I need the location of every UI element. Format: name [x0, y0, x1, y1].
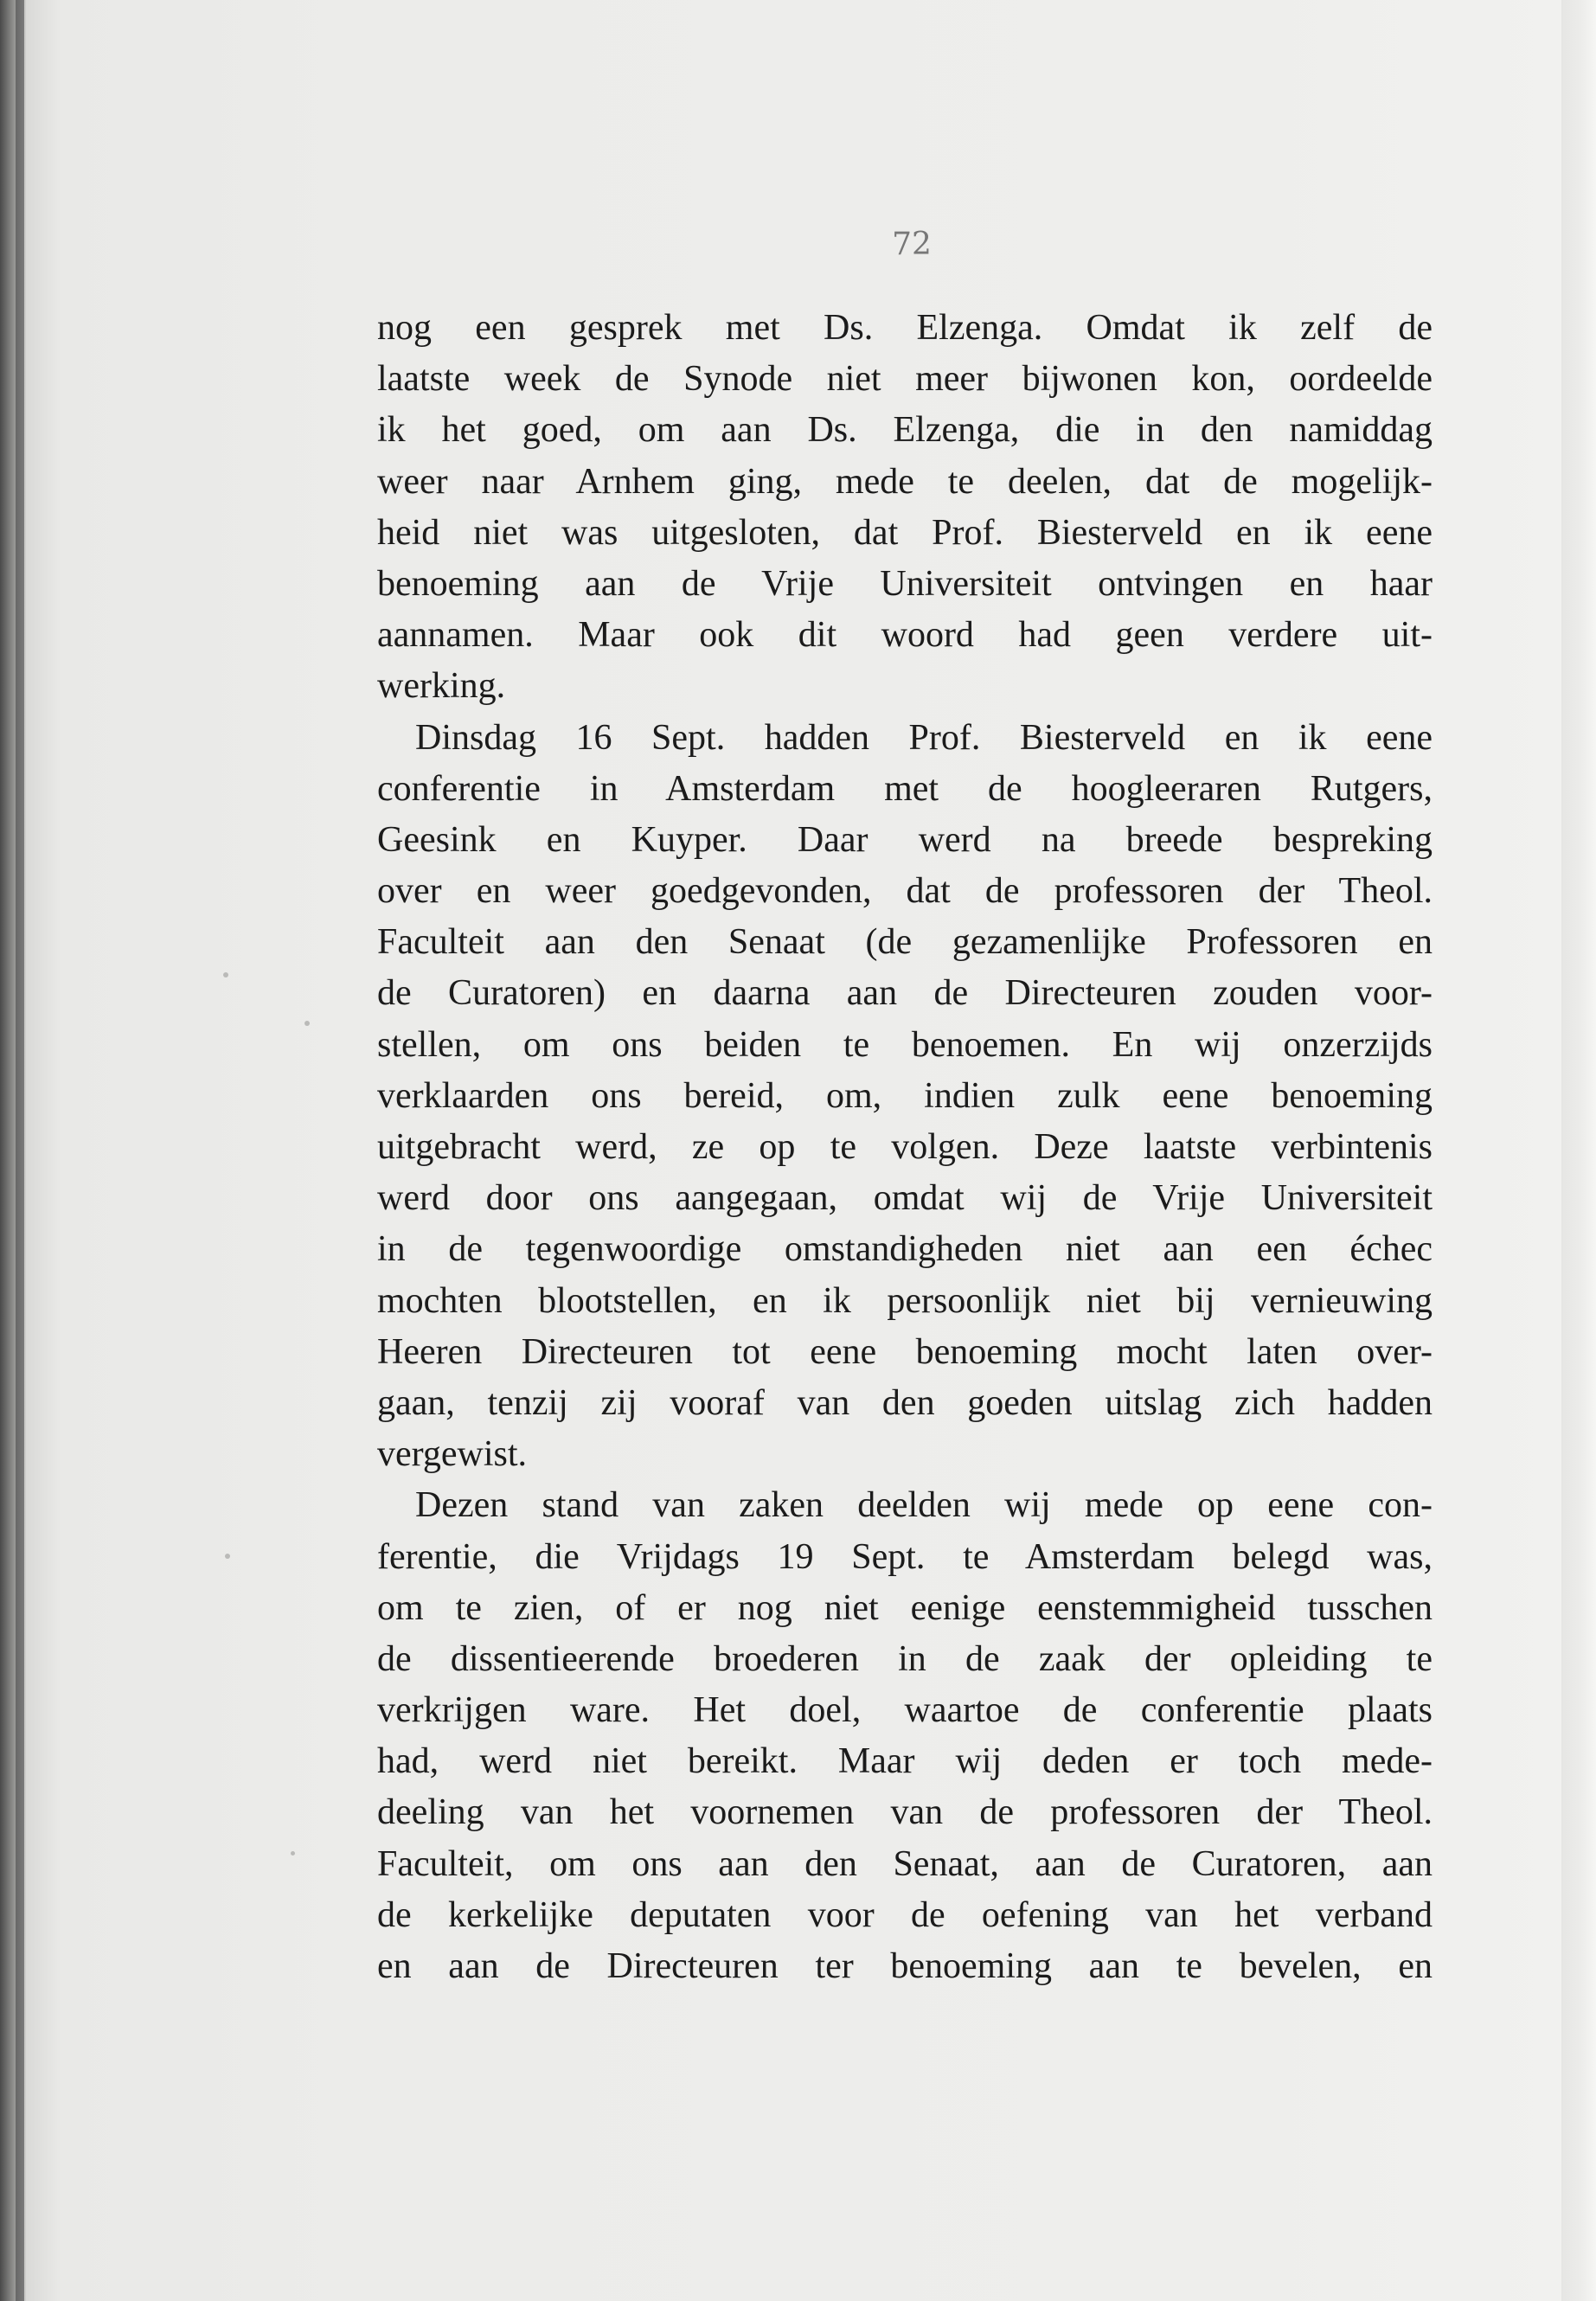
- paper-speck: [304, 1021, 310, 1026]
- text-line: mochten blootstellen, en ik persoonlijk niet bij vernieuwing: [377, 1280, 1433, 1321]
- text-line: weer naar Arnhem ging, mede te deelen, dat de mogelijk-: [377, 461, 1433, 502]
- text-line: werd door ons aangegaan, omdat wij de Vrije Universiteit: [377, 1178, 1433, 1219]
- text-line: en aan de Directeuren ter benoeming aan te bevelen, en: [377, 1946, 1433, 1986]
- text-line: heid niet was uitgesloten, dat Prof. Biesterveld en ik eene: [377, 512, 1433, 553]
- text-line: had, werd niet bereikt. Maar wij deden er toch mede-: [377, 1741, 1433, 1782]
- text-line: vergewist.: [377, 1434, 528, 1475]
- text-line: in de tegenwoordige omstandigheden niet aan een échec: [377, 1229, 1433, 1270]
- paper-speck: [223, 972, 228, 977]
- text-line: verklaarden ons bereid, om, indien zulk eene benoeming: [377, 1075, 1433, 1116]
- text-line: stellen, om ons beiden te benoemen. En wij onzerzijds: [377, 1024, 1433, 1065]
- text-line: aannamen. Maar ook dit woord had geen verdere uit-: [377, 615, 1433, 656]
- text-line: de Curatoren) en daarna aan de Directeuren zouden voor-: [377, 973, 1433, 1014]
- text-line: laatste week de Synode niet meer bijwonen kon, oordeelde: [377, 359, 1433, 400]
- text-line: gaan, tenzij zij vooraf van den goeden uitslag zich hadden: [377, 1382, 1433, 1423]
- text-line: de kerkelijke deputaten voor de oefening van het verband: [377, 1894, 1433, 1935]
- text-line: verkrijgen ware. Het doel, waartoe de conferentie plaats: [377, 1690, 1433, 1731]
- text-line: Dezen stand van zaken deelden wij mede op eene con-: [415, 1485, 1433, 1526]
- text-line: ferentie, die Vrijdags 19 Sept. te Amsterdam belegd was,: [377, 1536, 1433, 1577]
- text-line: Dinsdag 16 Sept. hadden Prof. Biesterveld en ik eene: [415, 717, 1433, 758]
- body-text: [377, 303, 1433, 1992]
- text-line: ik het goed, om aan Ds. Elzenga, die in den namiddag: [377, 410, 1433, 451]
- scan-edge-right: [1561, 0, 1596, 2301]
- text-line: conferentie in Amsterdam met de hoogleeraren Rutgers,: [377, 768, 1433, 809]
- text-line: uitgebracht werd, ze op te volgen. Deze laatste verbintenis: [377, 1127, 1433, 1167]
- paper-speck: [225, 1554, 230, 1559]
- text-line: over en weer goedgevonden, dat de professoren der Theol.: [377, 871, 1433, 912]
- text-line: om te zien, of er nog niet eenige eenstemmigheid tusschen: [377, 1587, 1433, 1628]
- text-line: werking.: [377, 666, 506, 707]
- text-line: Faculteit aan den Senaat (de gezamenlijke Professoren en: [377, 922, 1433, 963]
- page-number: 72: [892, 227, 932, 262]
- paper-speck: [291, 1851, 295, 1856]
- text-line: deeling van het voornemen van de professoren der Theol.: [377, 1792, 1433, 1833]
- text-line: Heeren Directeuren tot eene benoeming mocht laten over-: [377, 1331, 1433, 1372]
- text-line: nog een gesprek met Ds. Elzenga. Omdat ik zelf de: [377, 308, 1433, 348]
- text-line: Geesink en Kuyper. Daar werd na breede bespreking: [377, 819, 1433, 860]
- text-line: benoeming aan de Vrije Universiteit ontvingen en haar: [377, 563, 1433, 604]
- binding-shadow: [16, 0, 24, 2301]
- text-line: de dissentieerende broederen in de zaak der opleiding te: [377, 1638, 1433, 1679]
- text-line: Faculteit, om ons aan den Senaat, aan de Curatoren, aan: [377, 1843, 1433, 1884]
